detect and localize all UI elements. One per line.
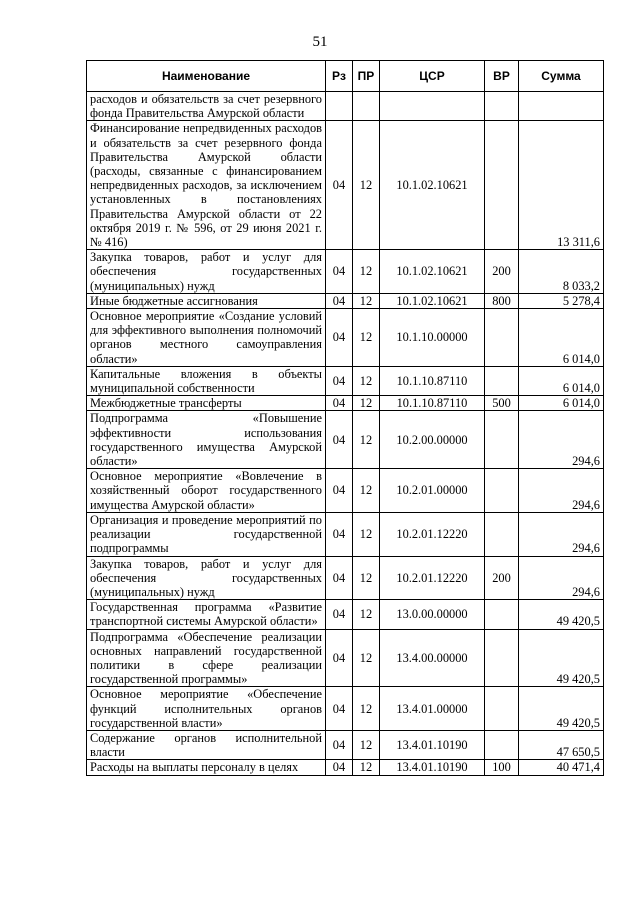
- row-name: Расходы на выплаты персоналу в целях: [87, 760, 326, 775]
- row-rz: 04: [326, 687, 353, 731]
- column-header-pr: ПР: [353, 61, 380, 92]
- row-pr: 12: [353, 121, 380, 250]
- row-vr: [485, 600, 519, 629]
- row-csr: 10.2.01.12220: [380, 512, 485, 556]
- row-csr: 10.2.00.00000: [380, 411, 485, 469]
- row-name: Основное мероприятие «Вовлечение в хозяйственный оборот государственного имущества Амурской области»: [87, 469, 326, 513]
- row-pr: 12: [353, 556, 380, 600]
- table-row: [87, 92, 604, 121]
- row-name: Капитальные вложения в объекты муниципальной собственности: [87, 366, 326, 395]
- row-csr: 10.1.02.10621: [380, 121, 485, 250]
- row-sum: 6 014,0: [519, 309, 604, 367]
- row-rz: 04: [326, 121, 353, 250]
- row-pr: 12: [353, 760, 380, 775]
- row-csr: 10.1.02.10621: [380, 250, 485, 294]
- row-sum: 294,6: [519, 469, 604, 513]
- table-header-row: [87, 61, 604, 92]
- row-sum: 6 014,0: [519, 366, 604, 395]
- table-row: [87, 600, 604, 629]
- row-name: Содержание органов исполнительной власти: [87, 730, 326, 759]
- row-name: Закупка товаров, работ и услуг для обеспечения государственных (муниципальных) нужд: [87, 556, 326, 600]
- row-vr: [485, 411, 519, 469]
- row-vr: [485, 730, 519, 759]
- budget-table: [86, 60, 604, 776]
- row-pr: [353, 92, 380, 121]
- row-sum: 294,6: [519, 512, 604, 556]
- row-csr: 10.2.01.00000: [380, 469, 485, 513]
- row-vr: [485, 92, 519, 121]
- row-rz: 04: [326, 250, 353, 294]
- row-sum: 294,6: [519, 556, 604, 600]
- row-rz: [326, 92, 353, 121]
- row-vr: [485, 469, 519, 513]
- row-sum: 47 650,5: [519, 730, 604, 759]
- table-row: [87, 760, 604, 775]
- row-name: Закупка товаров, работ и услуг для обеспечения государственных (муниципальных) нужд: [87, 250, 326, 294]
- row-csr: 13.4.00.00000: [380, 629, 485, 687]
- row-vr: 100: [485, 760, 519, 775]
- row-vr: 800: [485, 293, 519, 308]
- table-row: [87, 411, 604, 469]
- row-vr: 200: [485, 556, 519, 600]
- row-rz: 04: [326, 366, 353, 395]
- row-sum: 40 471,4: [519, 760, 604, 775]
- column-header-vr: ВР: [485, 61, 519, 92]
- row-pr: 12: [353, 512, 380, 556]
- row-name: Организация и проведение мероприятий по реализации государственной подпрограммы: [87, 512, 326, 556]
- row-rz: 04: [326, 396, 353, 411]
- row-pr: 12: [353, 396, 380, 411]
- row-pr: 12: [353, 687, 380, 731]
- row-sum: 49 420,5: [519, 687, 604, 731]
- row-vr: [485, 629, 519, 687]
- row-sum: 13 311,6: [519, 121, 604, 250]
- table-row: [87, 687, 604, 731]
- table-row: [87, 396, 604, 411]
- row-rz: 04: [326, 293, 353, 308]
- row-csr: 10.1.02.10621: [380, 293, 485, 308]
- row-name: Иные бюджетные ассигнования: [87, 293, 326, 308]
- table-row: [87, 469, 604, 513]
- row-name: расходов и обязательств за счет резервного фонда Правительства Амурской области: [87, 92, 326, 121]
- row-sum: [519, 92, 604, 121]
- row-pr: 12: [353, 293, 380, 308]
- row-sum: 8 033,2: [519, 250, 604, 294]
- table-row: [87, 512, 604, 556]
- row-name: Государственная программа «Развитие транспортной системы Амурской области»: [87, 600, 326, 629]
- row-csr: 10.2.01.12220: [380, 556, 485, 600]
- table-row: [87, 730, 604, 759]
- row-rz: 04: [326, 411, 353, 469]
- row-vr: 200: [485, 250, 519, 294]
- row-rz: 04: [326, 730, 353, 759]
- row-name: Основное мероприятие «Обеспечение функций исполнительных органов государственной власти»: [87, 687, 326, 731]
- row-pr: 12: [353, 600, 380, 629]
- column-header-csr: ЦСР: [380, 61, 485, 92]
- row-vr: [485, 687, 519, 731]
- table-row: [87, 293, 604, 308]
- row-vr: [485, 309, 519, 367]
- row-rz: 04: [326, 760, 353, 775]
- row-csr: 13.4.01.10190: [380, 730, 485, 759]
- row-csr: [380, 92, 485, 121]
- row-rz: 04: [326, 600, 353, 629]
- row-pr: 12: [353, 469, 380, 513]
- row-name: Подпрограмма «Обеспечение реализации основных направлений государственной политики в сфере реализации государственной программы»: [87, 629, 326, 687]
- row-pr: 12: [353, 730, 380, 759]
- row-csr: 10.1.10.00000: [380, 309, 485, 367]
- row-pr: 12: [353, 629, 380, 687]
- row-csr: 13.4.01.10190: [380, 760, 485, 775]
- table-row: [87, 121, 604, 250]
- row-name: Подпрограмма «Повышение эффективности использования государственного имущества Амурской области»: [87, 411, 326, 469]
- row-rz: 04: [326, 556, 353, 600]
- row-csr: 10.1.10.87110: [380, 366, 485, 395]
- row-sum: 49 420,5: [519, 629, 604, 687]
- row-pr: 12: [353, 250, 380, 294]
- row-pr: 12: [353, 309, 380, 367]
- row-vr: 500: [485, 396, 519, 411]
- row-rz: 04: [326, 512, 353, 556]
- row-rz: 04: [326, 469, 353, 513]
- table-row: [87, 250, 604, 294]
- row-vr: [485, 366, 519, 395]
- row-name: Основное мероприятие «Создание условий для эффективного выполнения полномочий органов местного самоуправления области»: [87, 309, 326, 367]
- row-vr: [485, 512, 519, 556]
- row-name: Межбюджетные трансферты: [87, 396, 326, 411]
- row-rz: 04: [326, 309, 353, 367]
- row-csr: 13.0.00.00000: [380, 600, 485, 629]
- row-pr: 12: [353, 411, 380, 469]
- row-vr: [485, 121, 519, 250]
- row-rz: 04: [326, 629, 353, 687]
- column-header-sum: Сумма: [519, 61, 604, 92]
- table-row: [87, 629, 604, 687]
- table-row: [87, 556, 604, 600]
- row-name: Финансирование непредвиденных расходов и обязательств за счет резервного фонда Правительства Амурской области (расходы, связанные с финансированием непредвиденных расходов, за исключением установленных в постановлениях Правительства Амурской области от 22 октября 2019 г. № 596, от 29 июня 2021 г. № 416): [87, 121, 326, 250]
- column-header-rz: Рз: [326, 61, 353, 92]
- row-csr: 10.1.10.87110: [380, 396, 485, 411]
- row-sum: 5 278,4: [519, 293, 604, 308]
- row-csr: 13.4.01.00000: [380, 687, 485, 731]
- row-sum: 49 420,5: [519, 600, 604, 629]
- table-row: [87, 309, 604, 367]
- row-pr: 12: [353, 366, 380, 395]
- column-header-name: Наименование: [87, 61, 326, 92]
- row-sum: 294,6: [519, 411, 604, 469]
- row-sum: 6 014,0: [519, 396, 604, 411]
- page-number: 51: [312, 34, 328, 50]
- table-row: [87, 366, 604, 395]
